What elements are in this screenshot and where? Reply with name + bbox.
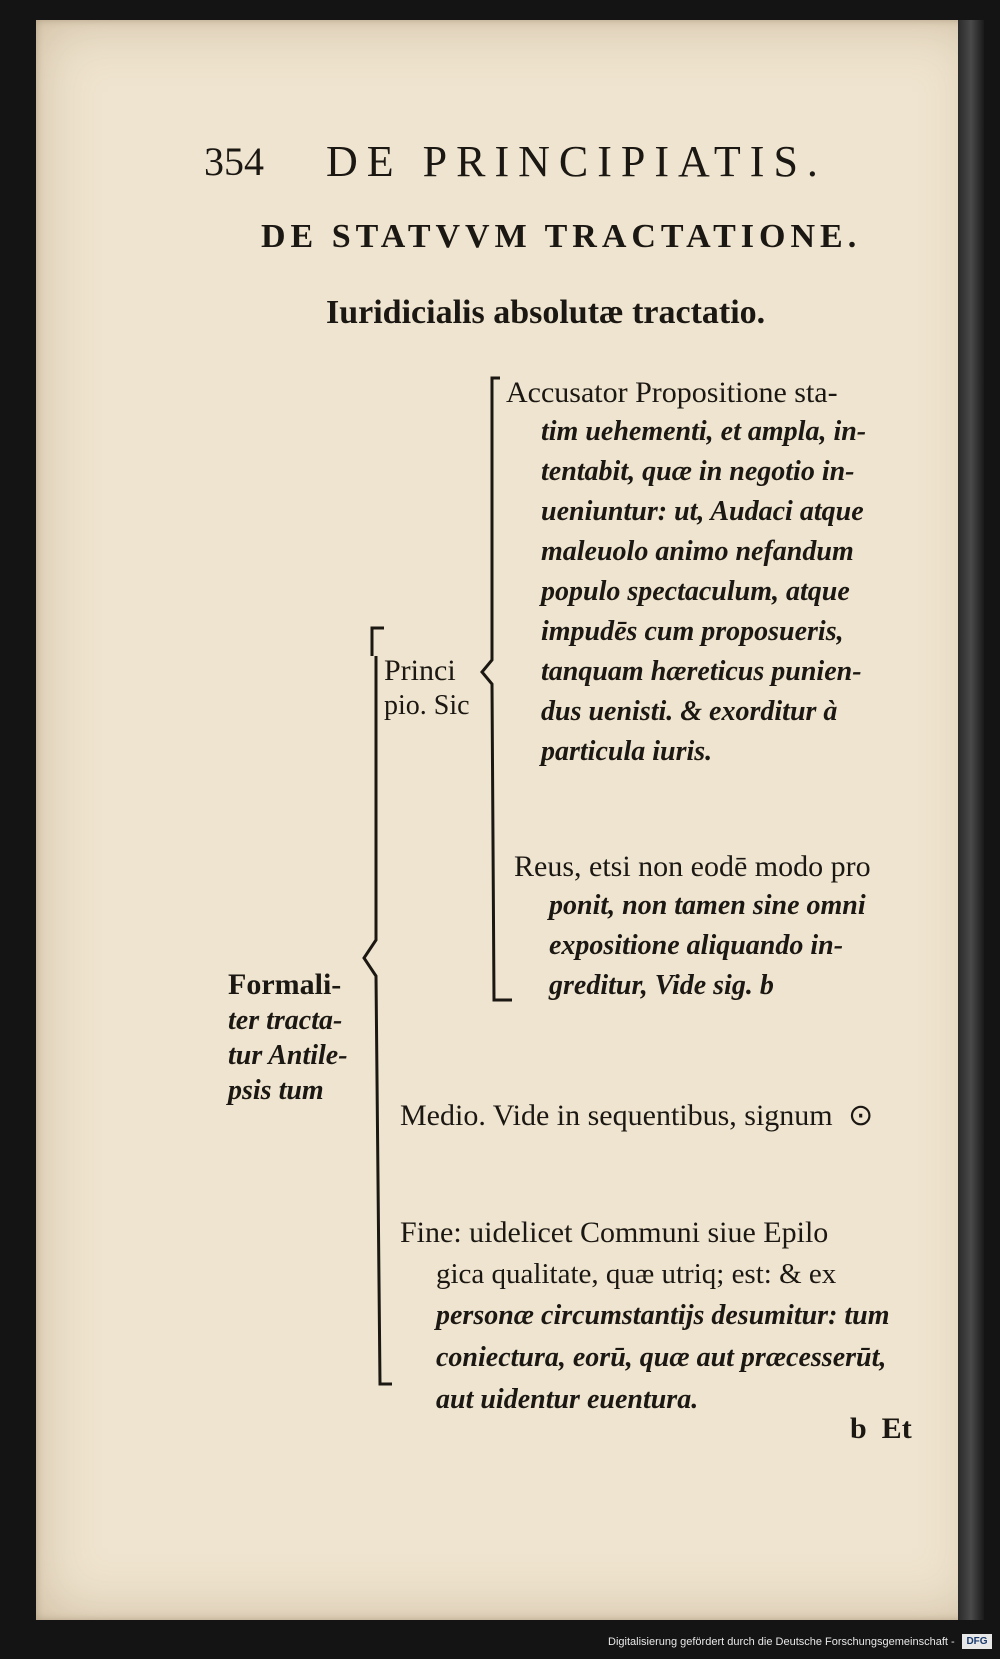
reus-brace bbox=[482, 378, 512, 1000]
formaliter-label: Formali- bbox=[228, 968, 342, 1001]
fine-line: Fine: uidelicet Communi siue Epilo bbox=[400, 1216, 829, 1249]
reus-line: Reus, etsi non eodē modo pro bbox=[514, 850, 871, 883]
subtitle: Iuridicialis absolutæ tractatio. bbox=[326, 294, 766, 331]
reus-line: ponit, non tamen sine omni bbox=[549, 890, 866, 921]
dfg-logo: DFG bbox=[962, 1634, 992, 1649]
accusator-line: ueniuntur: ut, Audaci atque bbox=[541, 496, 864, 527]
principio-label: Princi bbox=[384, 654, 456, 687]
accusator-line: tim uehementi, et ampla, in- bbox=[541, 416, 867, 447]
fine-line: aut uidentur euentura. bbox=[436, 1384, 699, 1415]
medio-text: Medio. Vide in sequentibus, signum bbox=[400, 1099, 833, 1132]
principio-brace bbox=[372, 628, 384, 656]
accusator-line: dus uenisti. & exorditur à bbox=[541, 696, 838, 727]
medio-line bbox=[400, 1098, 873, 1133]
reus-line: greditur, Vide sig. b bbox=[549, 970, 774, 1001]
catchword: b Et bbox=[850, 1412, 912, 1445]
accusator-line: maleuolo animo nefandum bbox=[541, 536, 854, 567]
accusator-line: tentabit, quæ in negotio in- bbox=[541, 456, 855, 487]
formaliter-label-line4: psis tum bbox=[228, 1075, 324, 1106]
section-title: DE STATVVM TRACTATIONE. bbox=[261, 218, 862, 255]
principio-label-line2: pio. Sic bbox=[384, 690, 470, 721]
reus-line: expositione aliquando in- bbox=[549, 930, 844, 961]
fine-line: coniectura, eorū, quæ aut præcesserūt, bbox=[436, 1342, 887, 1373]
page-number: 354 bbox=[204, 139, 264, 184]
book-page bbox=[36, 20, 984, 1620]
accusator-line: particula iuris. bbox=[541, 736, 713, 767]
formaliter-label-line3: tur Antile- bbox=[228, 1040, 348, 1071]
circle-dot-symbol: ⊙ bbox=[848, 1098, 874, 1133]
accusator-line: Accusator Propositione sta- bbox=[506, 376, 838, 409]
footer-credit: Digitalisierung gefördert durch die Deutsche Forschungsgemeinschaft - bbox=[608, 1636, 955, 1648]
brace-diagram bbox=[36, 20, 984, 1620]
accusator-line: populo spectaculum, atque bbox=[541, 576, 850, 607]
running-title: DE PRINCIPIATIS. bbox=[326, 137, 827, 186]
formaliter-label-line2: ter tracta- bbox=[228, 1005, 343, 1036]
fine-line: gica qualitate, quæ utriq; est: & ex bbox=[436, 1258, 837, 1290]
main-brace bbox=[364, 656, 392, 1384]
fine-line: personæ circumstantijs desumitur: tum bbox=[436, 1300, 890, 1331]
accusator-line: impudēs cum proposueris, bbox=[541, 616, 844, 647]
accusator-line: tanquam hæreticus punien- bbox=[541, 656, 862, 687]
